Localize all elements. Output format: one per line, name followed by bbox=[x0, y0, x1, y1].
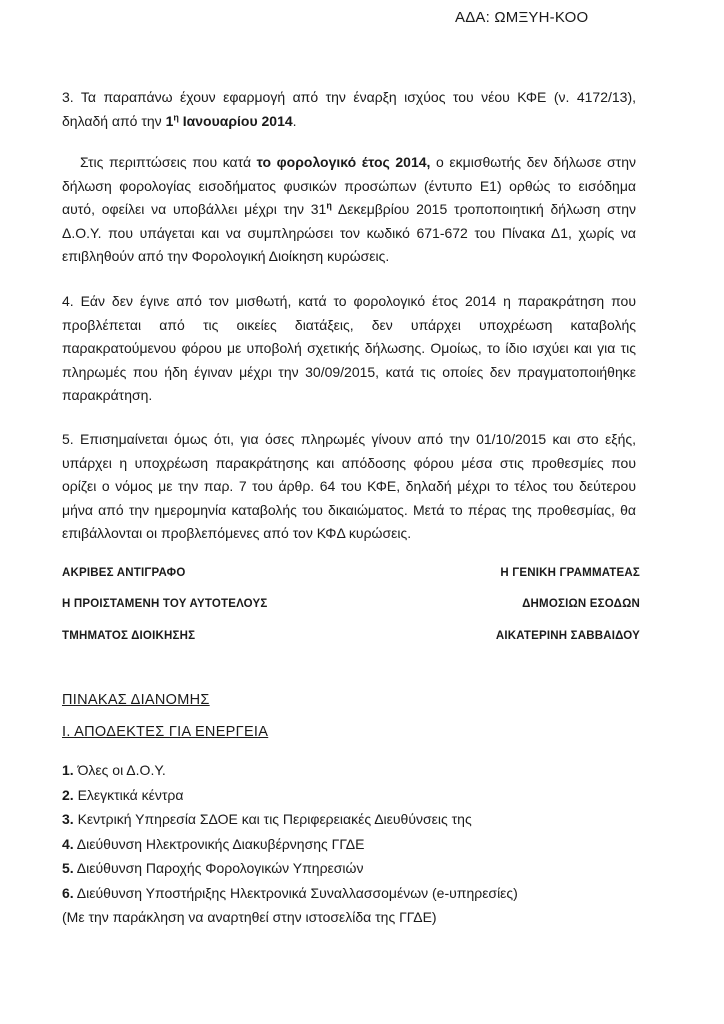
paragraph-3b-lead: Στις περιπτώσεις που κατά bbox=[80, 154, 257, 170]
list-item-text: Κεντρική Υπηρεσία ΣΔΟΕ και τις Περιφερειακές Διευθύνσεις της bbox=[73, 811, 472, 827]
distribution-list bbox=[62, 758, 662, 930]
paragraph-5: 5. Επισημαίνεται όμως ότι, για όσες πληρωμές γίνουν από την 01/10/2015 και στο εξής, υπάρχει η υποχρέωση παρακράτησης και απόδοσης φόρου μέσα στις προθεσμίες που ορίζει ο νόμος με την παρ. 7 του άρθρ. 64 του ΚΦΕ, δηλαδή μέχρι το τέλος του δεύτερου μήνα από την ημερομηνία καταβολής του δικαιώματος. Μετά το πέρας της προθεσμίας, θα επιβάλλονται οι προβλεπόμενες από τον ΚΦΔ κυρώσεις. bbox=[62, 431, 636, 541]
signature-left-line-1: ΑΚΡΙΒΕΣ ΑΝΤΙΓΡΑΦΟ bbox=[62, 567, 186, 579]
list-item-number: 2. bbox=[62, 786, 74, 803]
signature-right-line-2: ΔΗΜΟΣΙΩΝ ΕΣΟΔΩΝ bbox=[522, 598, 640, 610]
list-item-text: Διεύθυνση Παροχής Φορολογικών Υπηρεσιών bbox=[73, 860, 364, 876]
list-item-number: 6. bbox=[62, 884, 74, 901]
distribution-note: (Με την παράκληση να αναρτηθεί στην ιστοσελίδα της ΓΓΔΕ) bbox=[62, 909, 437, 925]
list-item bbox=[62, 758, 662, 783]
list-item bbox=[62, 881, 662, 906]
list-item-number: 4. bbox=[62, 835, 74, 852]
list-item bbox=[62, 807, 662, 832]
paragraph-3 bbox=[62, 86, 636, 133]
list-item-number: 3. bbox=[62, 811, 74, 827]
paragraph-3-continuation bbox=[62, 151, 636, 269]
paragraph-3b-tail: Δεκεμβρίου 2015 τροποποιητική δήλωση στην Δ.Ο.Υ. που υπάγεται και να συμπληρώσει τον κωδικό 671-672 του Πίνακα Δ1, χωρίς να επιβληθούν από την Φορολογική Διοίκηση κυρώσεις. bbox=[62, 201, 636, 264]
signature-left-line-3: ΤΜΗΜΑΤΟΣ ΔΙΟΙΚΗΣΗΣ bbox=[62, 630, 196, 642]
distribution-title: ΠΙΝΑΚΑΣ ΔΙΑΝΟΜΗΣ bbox=[62, 692, 210, 708]
list-item bbox=[62, 856, 662, 881]
date-day: 1 bbox=[165, 112, 174, 129]
signature-right-line-1: Η ΓΕΝΙΚΗ ΓΡΑΜΜΑΤΕΑΣ bbox=[500, 567, 640, 579]
list-item-text: Όλες οι Δ.Ο.Υ. bbox=[73, 762, 166, 778]
date-month-year: Ιανουαρίου 2014 bbox=[178, 112, 293, 129]
paragraph-3-end: . bbox=[292, 112, 297, 129]
paragraph-3-text: 3. Τα παραπάνω έχουν εφαρμογή από την έναρξη ισχύος του νέου ΚΦΕ (ν. 4172/13), δηλαδή από την bbox=[62, 89, 636, 129]
list-item bbox=[62, 832, 662, 857]
list-item-number: 1. bbox=[62, 762, 74, 778]
paragraph-3b-bold: το φορολογικό έτος 2014, bbox=[256, 154, 431, 170]
paragraph-3b-ordinal: η bbox=[326, 200, 332, 211]
list-item-number: 5. bbox=[62, 860, 74, 876]
paragraph-3b-body: ο εκμισθωτής δεν δήλωσε στην δήλωση φορολογίας εισοδήματος φυσικών προσώπων (έντυπο Ε1) ορθώς το εισόδημα αυτό, οφείλει να υποβάλλει μέχρι την 31 bbox=[62, 154, 637, 217]
date-ordinal: η bbox=[173, 111, 179, 122]
signature-left-line-2: Η ΠΡΟΙΣΤΑΜΕΝΗ ΤΟΥ ΑΥΤΟΤΕΛΟΥΣ bbox=[62, 598, 268, 610]
distribution-subtitle: Ι. ΑΠΟΔΕΚΤΕΣ ΓΙΑ ΕΝΕΡΓΕΙΑ bbox=[62, 724, 269, 740]
document-ada-code: ΑΔΑ: ΩΜΞΥΗ-ΚΟΟ bbox=[455, 9, 589, 26]
signature-right-line-3: ΑΙΚΑΤΕΡΙΝΗ ΣΑΒΒΑΙΔΟΥ bbox=[495, 630, 640, 642]
paragraph-4: 4. Εάν δεν έγινε από τον μισθωτή, κατά το φορολογικό έτος 2014 η παρακράτηση που προβλέπεται από τις οικείες διατάξεις, δεν υπάρχει υποχρέωση καταβολής παρακρατούμενου φόρου με υποβολή σχετικής δήλωσης. Ομοίως, το ίδιο ισχύει και για τις πληρωμές που ήδη έγιναν μέχρι την 30/09/2015, κατά τις οποίες δεν πραγματοποιήθηκε παρακράτηση. bbox=[62, 293, 636, 403]
list-item-text: Διεύθυνση Ηλεκτρονικής Διακυβέρνησης ΓΓΔΕ bbox=[73, 835, 365, 852]
list-item bbox=[62, 783, 662, 808]
paragraph-3-date bbox=[166, 113, 293, 129]
list-item-text: Ελεγκτικά κέντρα bbox=[73, 786, 184, 803]
list-item-text: Διεύθυνση Υποστήριξης Ηλεκτρονικά Συναλλασσομένων (e-υπηρεσίες) bbox=[73, 884, 518, 901]
